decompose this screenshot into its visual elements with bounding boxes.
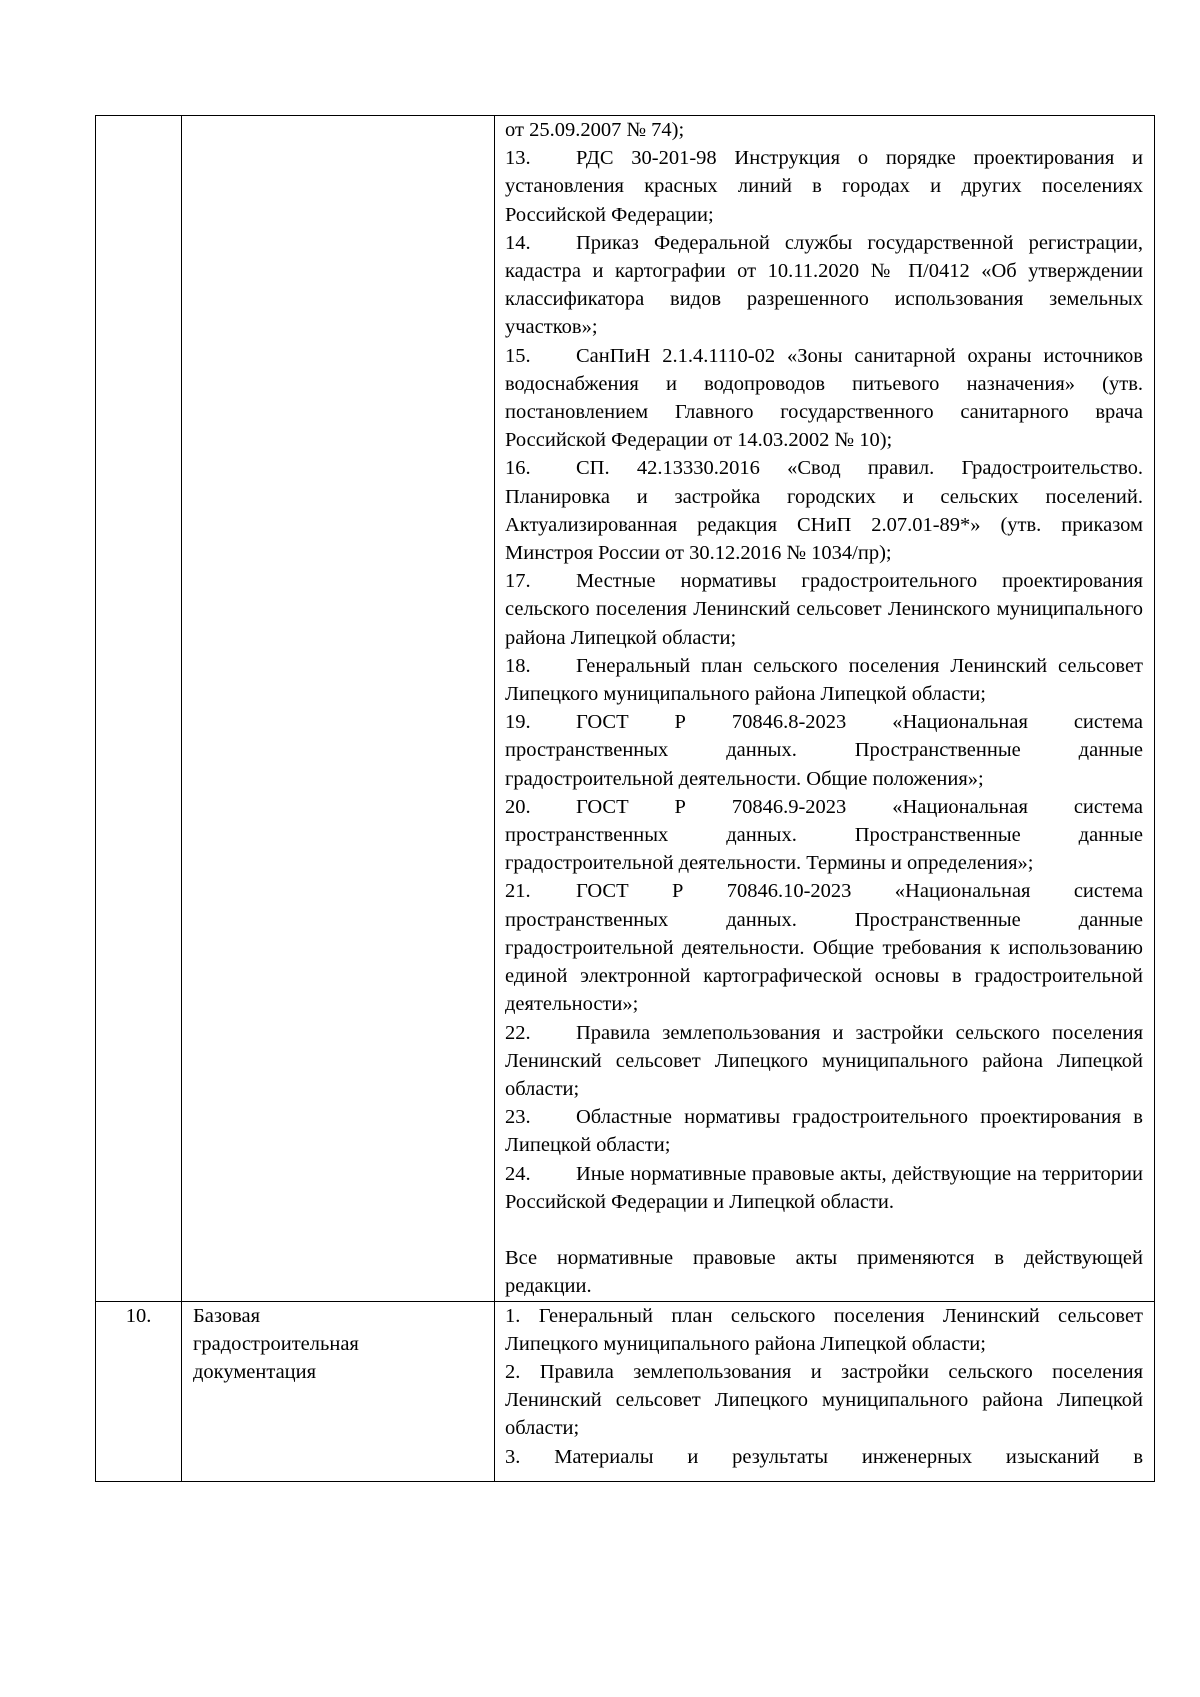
list-item-text: СанПиН 2.1.4.1110-02 «Зоны санитарной охраны источников водоснабжения и водопроводов питьевого назначения» (утв. постановлением Главного государственного санитарного врача Российской Федерации от 14.03.2002 № 10); xyxy=(505,344,1143,452)
row-content-cell xyxy=(495,116,1155,1302)
list-item xyxy=(505,1302,1143,1358)
list-item-number: 14. xyxy=(505,231,531,254)
list-item-number: 3. xyxy=(505,1445,521,1468)
list-item-number: 17. xyxy=(505,570,531,593)
list-item-number: 15. xyxy=(505,344,531,367)
list-item-text: Правила землепользования и застройки сельского поселения Ленинский сельсовет Липецкого муниципального района Липецкой области; xyxy=(505,1021,1143,1100)
list-item-number: 16. xyxy=(505,457,531,480)
list-item-number: 21. xyxy=(505,880,531,903)
list-item-number: 23. xyxy=(505,1106,531,1129)
list-item xyxy=(505,877,1143,1018)
list-item xyxy=(505,229,1143,342)
row-number: 10. xyxy=(125,1304,152,1327)
row-name-cell xyxy=(182,1301,495,1481)
list-item-text: Генеральный план сельского поселения Ленинский сельсовет Липецкого муниципального района Липецкой области; xyxy=(505,1304,1144,1355)
list-item-text: Иные нормативные правовые акты, действующие на территории Российской Федерации и Липецкой области. xyxy=(505,1162,1143,1213)
list-item-number: 1. xyxy=(505,1304,521,1327)
blank-line xyxy=(505,1216,1143,1244)
list-item-text: Генеральный план сельского поселения Ленинский сельсовет Липецкого муниципального района Липецкой области; xyxy=(505,654,1143,706)
list-item xyxy=(505,708,1143,793)
list-item-text: РДС 30-201-98 Инструкция о порядке проектирования и установления красных линий в городах и других поселениях Российской Федерации; xyxy=(505,147,1143,226)
list-item-text: Материалы и результаты инженерных изысканий в xyxy=(554,1445,1144,1468)
row-content-cell xyxy=(495,1301,1155,1481)
table-row xyxy=(96,1301,1155,1481)
list-item-text: ГОСТ Р 70846.9-2023 «Национальная система пространственных данных. Пространственные данные градостроительной деятельности. Термины и определения»; xyxy=(505,795,1143,875)
list-item xyxy=(505,1019,1143,1104)
row-name-cell xyxy=(182,116,495,1302)
list-item-text: СП. 42.13330.2016 «Свод правил. Градостроительство. Планировка и застройка городских и сельских поселений. Актуализированная редакция СНиП 2.07.01-89*» (утв. приказом Минстроя России от 30.12.2016 № 1034/пр); xyxy=(505,457,1143,565)
list-item-text: Областные нормативы градостроительного проектирования в Липецкой области; xyxy=(505,1106,1143,1157)
list-item-text: ГОСТ Р 70846.8-2023 «Национальная система пространственных данных. Пространственные данные градостроительной деятельности. Общие положения»; xyxy=(505,711,1143,790)
list-item-number: 2. xyxy=(505,1360,521,1383)
list-item xyxy=(505,1103,1143,1159)
list-item-number: 19. xyxy=(505,711,531,734)
list-item-number: 22. xyxy=(505,1021,531,1044)
requirements-table xyxy=(95,115,1155,1482)
list-item-text: Приказ Федеральной службы государственной регистрации, кадастра и картографии от 10.11.2020 № П/0412 «Об утверждении классификатора видов разрешенного использования земельных участков»; xyxy=(505,231,1143,339)
list-item-number: 20. xyxy=(505,795,531,818)
list-item xyxy=(505,342,1143,455)
list-item xyxy=(505,1443,1143,1471)
list-item xyxy=(505,793,1143,878)
row-number-cell xyxy=(96,116,182,1302)
list-item xyxy=(505,454,1143,567)
list-item xyxy=(505,652,1143,708)
list-item-number: 13. xyxy=(505,147,531,170)
list-item xyxy=(505,567,1143,652)
list-item xyxy=(505,144,1143,229)
list-item-text: ГОСТ Р 70846.10-2023 «Национальная система пространственных данных. Пространственные данные градостроительной деятельности. Общие требования к использованию единой электронной картографической основы в градостроительной деятельности»; xyxy=(505,880,1143,1016)
row-number-cell xyxy=(96,1301,182,1481)
continuation-text: от 25.09.2007 № 74); xyxy=(505,119,685,141)
list-item-number: 18. xyxy=(505,654,531,677)
list-item-text: Местные нормативы градостроительного проектирования сельского поселения Ленинский сельсовет Ленинского муниципального района Липецкой области; xyxy=(505,570,1143,649)
row-name: Базовая градостроительная документация xyxy=(193,1304,359,1383)
list-item-text: Правила землепользования и застройки сельского поселения Ленинский сельсовет Липецкого муниципального района Липецкой области; xyxy=(505,1360,1143,1440)
table-row xyxy=(96,116,1155,1302)
list-item xyxy=(505,1358,1143,1443)
list-item xyxy=(505,1160,1143,1216)
list-item-number: 24. xyxy=(505,1162,531,1185)
note-text: Все нормативные правовые акты применяются в действующей редакции. xyxy=(505,1247,1143,1298)
